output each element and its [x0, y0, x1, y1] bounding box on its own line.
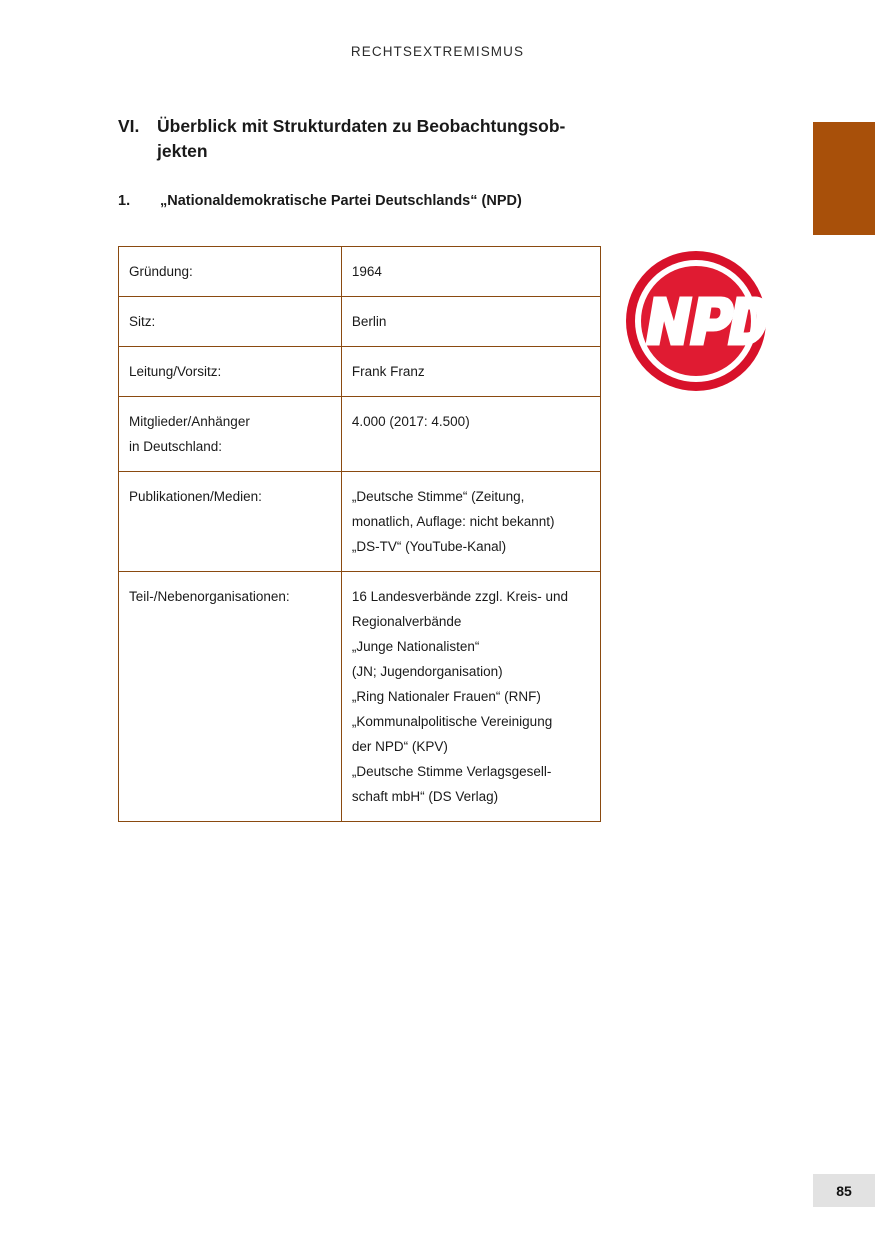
chapter-title-line1: Überblick mit Strukturdaten zu Beobachtungsob-: [157, 116, 566, 136]
value-line: monatlich, Auflage: nicht bekannt): [351, 514, 555, 529]
value-line: 4.000 (2017: 4.500): [351, 414, 470, 429]
table-row: [119, 347, 601, 397]
section-heading: [118, 193, 758, 209]
label-line: Mitglieder/Anhänger: [129, 414, 250, 429]
section-edge-marker: [813, 122, 875, 235]
value-line: 16 Landesverbände zzgl. Kreis- und: [351, 589, 568, 604]
chapter-title-line2: jekten: [157, 141, 208, 161]
value-line: „Junge Nationalisten“: [351, 639, 480, 654]
value-line: Regionalverbände: [351, 614, 462, 629]
value-line: (JN; Jugendorganisation): [351, 664, 503, 679]
npd-logo-icon: [624, 245, 768, 397]
structure-data-table: [118, 246, 601, 822]
value-line: Frank Franz: [351, 364, 425, 379]
npd-logo: [624, 245, 768, 397]
chapter-heading: [118, 114, 618, 164]
table-row: [119, 297, 601, 347]
value-line: „Deutsche Stimme Verlagsgesell-: [351, 764, 552, 779]
row-label: Publikationen/Medien:: [119, 472, 342, 572]
row-label: Sitz:: [119, 297, 342, 347]
section-number: 1.: [118, 193, 131, 209]
row-value: [341, 297, 600, 347]
row-value: [341, 472, 600, 572]
table-row: [119, 572, 601, 822]
table-row: [119, 397, 601, 472]
running-head: RECHTSEXTREMISMUS: [350, 44, 525, 59]
table-row: [119, 472, 601, 572]
row-value: [341, 347, 600, 397]
row-label: Leitung/Vorsitz:: [119, 347, 342, 397]
value-line: der NPD“ (KPV): [351, 739, 448, 754]
row-label: Teil-/Nebenorganisationen:: [119, 572, 342, 822]
label-line: in Deutschland:: [129, 439, 223, 454]
value-line: „Kommunalpolitische Vereinigung: [351, 714, 553, 729]
row-label: Gründung:: [119, 247, 342, 297]
table-row: [119, 247, 601, 297]
value-line: 1964: [351, 264, 382, 279]
value-line: Berlin: [351, 314, 387, 329]
value-line: „Deutsche Stimme“ (Zeitung,: [351, 489, 525, 504]
value-line: „Ring Nationaler Frauen“ (RNF): [351, 689, 541, 704]
page-number: 85: [813, 1174, 875, 1207]
chapter-numeral: VI.: [118, 116, 140, 136]
value-line: schaft mbH“ (DS Verlag): [351, 789, 499, 804]
row-value: [341, 572, 600, 822]
section-title: „Nationaldemokratische Partei Deutschlands“ (NPD): [160, 193, 522, 209]
value-line: „DS-TV“ (YouTube-Kanal): [351, 539, 507, 554]
row-value: [341, 397, 600, 472]
row-label: [119, 397, 342, 472]
row-value: [341, 247, 600, 297]
